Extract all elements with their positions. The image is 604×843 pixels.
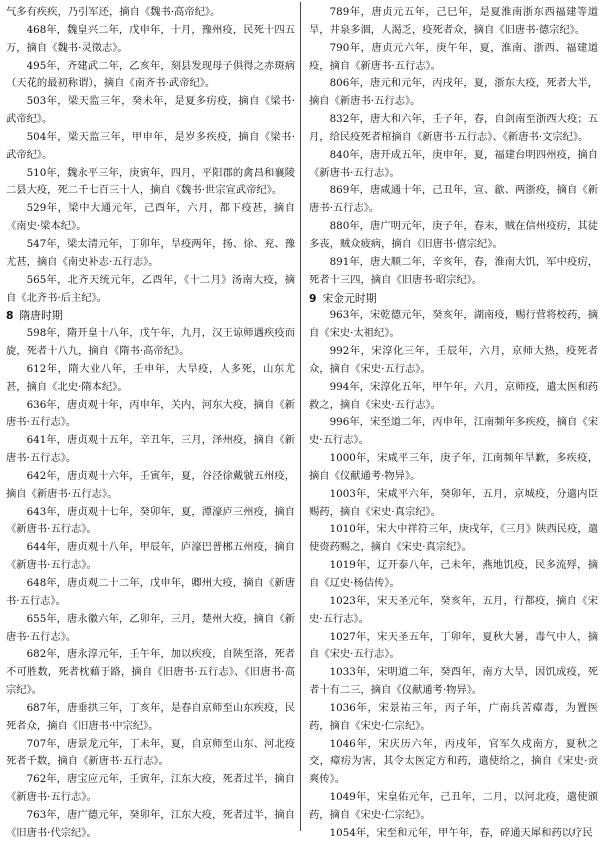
epidemic-record-entry: 503年，梁天监三年，癸未年，是夏多疠疫，摘自《梁书·武帝纪》。: [6, 95, 295, 126]
section-number: 9: [309, 291, 317, 305]
epidemic-record-entry: 763年，唐广德元年，癸卯年，江东大疫，死者过半，摘自《旧唐书·代宗纪》。: [6, 808, 295, 839]
section-number: 8: [6, 309, 14, 323]
column-divider: [300, 2, 301, 831]
epidemic-record-entry: 840年，唐开成五年，庚申年，夏，福建台明四州疫，摘自《新唐书·五行志》。: [309, 148, 598, 179]
epidemic-record-entry: 790年，唐贞元六年，庚午年，夏，淮南、浙西、福建道疫，摘自《新唐书·五行志》。: [309, 41, 598, 72]
epidemic-record-entry: 762年，唐宝应元年，壬寅年，江东大疫，死者过半，摘自《新唐书·五行志》。: [6, 773, 295, 804]
epidemic-record-entry: 1046年，宋庆历六年，丙戌年，官军久戍南方，夏秋之交，瘴疠为害，其令太医定方和药，遣使给之，摘自《宋史·贡爽传》。: [309, 737, 598, 786]
epidemic-record-entry: 1019年，辽开泰八年，己未年，燕地饥疫，民多流殍，摘自《辽史·杨佶传》。: [309, 559, 598, 589]
epidemic-record-entry: 994年，宋淳化五年，甲午年，六月，京师疫，遣太医和药救之，摘自《宋史·五行志》。: [309, 380, 598, 411]
epidemic-record-entry: 1023年，宋天圣元年，癸亥年，五月，行都疫，摘自《宋史·五行志》。: [309, 594, 598, 625]
epidemic-record-entry: 636年，唐贞观十年，丙申年，关内，河东大疫，摘自《新唐书·五行志》。: [6, 398, 295, 429]
epidemic-record-entry: 1010年，宋大中祥符三年，庚戌年，《三月》陕西民疫，遣使赍药赐之，摘自《宋史·真宗纪》。: [309, 523, 598, 554]
epidemic-record-entry: 510年，魏永平三年，庚寅年，四月，平阳郡的禽昌和襄陵二县大疫，死二千七百三十人，摘自《魏书·世宗宣武帝纪》。: [6, 166, 295, 197]
epidemic-record-entry: 880年，唐广明元年，庚子年，春末，贼在信州疫疠，其徒多丧，贼众疲病，摘自《旧唐书·僖宗纪》。: [309, 220, 598, 250]
right-column: [309, 4, 598, 843]
epidemic-record-entry: 1033年，宋明道二年，癸酉年，南方大旱，因饥成疫，死者十有二三，摘自《仪献通考·物异》。: [309, 666, 598, 697]
epidemic-record-entry: 682年，唐永淳元年，壬午年，加以疾疫，自陕至洛，死者不可胜数，死者枕藉于路，摘自《旧唐书·五行志》、《旧唐书·高宗纪》。: [6, 648, 295, 697]
epidemic-record-entry: 612年，隋大业八年，壬申年，大旱疫，人多死，山东尤甚，摘自《北史·隋本纪》。: [6, 362, 295, 393]
epidemic-record-entry: 707年，唐景龙元年，丁未年，夏，自京师至山东、河北疫死者千数，摘自《新唐书·五行志》。: [6, 737, 295, 768]
section-heading: [6, 307, 295, 325]
epidemic-record-entry: 996年，宋至道二年，丙申年，江南频年多疾疫，摘自《宋史·五行志》。: [309, 416, 598, 447]
epidemic-record-entry: 832年，唐大和六年，壬子年，春，自剑南至浙西大疫；五月，给民疫死者棺摘自《新唐书·五行志》、《新唐书·文宗纪》。: [309, 113, 598, 143]
epidemic-record-entry: 643年，唐贞观十七年，癸卯年，夏，潭濠庐三州疫，摘自《新唐书·五行志》。: [6, 505, 295, 536]
epidemic-record-entry: 642年，唐贞观十六年，壬寅年，夏，谷泾徐戴虢五州疫，摘自《新唐书·五行志》。: [6, 469, 295, 500]
epidemic-record-entry: 1036年，宋景祐三年，丙子年，广南兵苦瘴毒，为置医药，摘自《宋史·仁宗纪》。: [309, 701, 598, 732]
epidemic-record-entry: 547年，梁太清元年，丁卯年，旱疫两年，扬、徐、兖、豫尤甚，摘自《南史补志·五行志》。: [6, 237, 295, 268]
epidemic-record-entry: 963年，宋乾德元年，癸亥年，湖南疫，赐行营将校药，摘自《宋史·太祖纪》。: [309, 309, 598, 340]
epidemic-record-entry: 644年，唐贞观十八年，甲辰年，庐濠巴普郴五州疫，摘自《新唐书·五行志》。: [6, 541, 295, 572]
section-title: 隋唐时期: [19, 309, 63, 323]
epidemic-record-entry: 565年，北齐天统元年，乙酉年，《十二月》汤南大疫，摘自《北齐书·后主纪》。: [6, 273, 295, 304]
section-title: 宋金元时期: [322, 291, 377, 305]
epidemic-record-entry: 气多有疾疾，乃引军还，摘自《魏书·高帝纪》。: [6, 6, 221, 18]
epidemic-record-entry: 655年，唐永徽六年，乙卯年，三月，楚州大疫，摘自《新唐书·五行志》。: [6, 612, 295, 643]
epidemic-record-entry: 1003年，宋咸平六年，癸卯年，五月，京城疫，分遣内臣赐药，摘自《宋史·真宗纪》。: [309, 487, 598, 518]
epidemic-record-entry: 891年，唐大顺二年，辛亥年，春，淮南大饥，军中疫疠，死者十三四，摘自《旧唐书·昭宗纪》。: [309, 255, 598, 286]
epidemic-record-entry: 648年，唐贞观二十二年，戊申年，卿州大疫，摘自《新唐书·五行志》。: [6, 577, 295, 607]
epidemic-record-entry: 869年，唐咸通十年，己丑年，宣、歙、两浙疫，摘自《新唐书·五行志》。: [309, 184, 598, 215]
epidemic-record-entry: 687年，唐垂拱三年，丁亥年，是春自京师至山东疾疫，民死者众，摘自《旧唐书·中宗纪》。: [6, 701, 295, 732]
epidemic-record-entry: 992年，宋淳化三年，壬辰年，六月，京师大热，疫死者众，摘自《宋史·五行志》。: [309, 345, 598, 375]
epidemic-record-entry: 495年，齐建武二年，乙亥年，刻县发现母子俱得之赤斑病（天花的最初称谓），摘自《南齐书·武帝纪》。: [6, 59, 295, 90]
epidemic-record-entry: 789年，唐贞元五年，己巳年，是夏淮南浙东西福建等道旱，井泉多涸，人渴乏，疫死者众，摘自《旧唐书·德宗纪》。: [309, 6, 598, 36]
epidemic-record-entry: 598年，隋开皇十八年，戊午年，九月，汉王谅师遇疾疫而旋，死者十八九，摘自《隋书·高帝纪》。: [6, 327, 295, 358]
left-column: [6, 4, 295, 843]
epidemic-record-entry: 504年，梁天监三年，甲申年，是岁多疾疫，摘自《梁书·武帝纪》。: [6, 130, 295, 161]
epidemic-record-entry: 806年，唐元和元年，丙戌年，夏，浙东大疫，死者大半，摘自《新唐书·五行志》。: [309, 77, 598, 108]
epidemic-record-entry: 1049年，宋皇佑元年，己丑年，二月，以河北疫，遣使颁药，摘自《宋史·仁宗纪》。: [309, 791, 598, 821]
section-heading: [309, 290, 598, 308]
epidemic-record-entry: 468年，魏皇兴二年，戊申年，十月，豫州疫，民死十四五万，摘自《魏书·灵徵志》。: [6, 23, 295, 54]
epidemic-record-entry: 1027年，宋天圣五年，丁卯年，夏秋大暑，毒气中人，摘自《宋史·五行志》。: [309, 630, 598, 661]
epidemic-record-entry: 1000年，宋咸平三年，庚子年，江南频年旱歉，多疾疫，摘自《仪献通考·物异》。: [309, 452, 598, 482]
epidemic-record-entry: 1054年，宋至和元年，甲午年，春，碎通天犀和药以疗民: [329, 826, 593, 839]
epidemic-record-entry: 529年，梁中大通元年，己酉年，六月，都下疫甚，摘自《南史·梁本纪》。: [6, 202, 295, 233]
epidemic-record-entry: 641年，唐贞观十五年，辛丑年，三月，泽州疫，摘自《新唐书·五行志》。: [6, 434, 295, 465]
